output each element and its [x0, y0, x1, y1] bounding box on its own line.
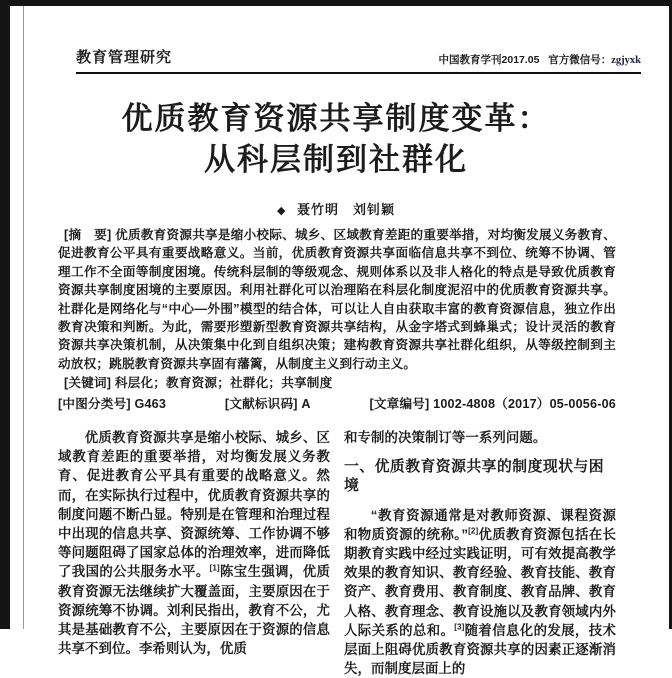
author-names: 聂竹明 刘钊颖: [297, 202, 396, 217]
body-paragraph: [344, 428, 616, 447]
body-text: 和专制的决策制订等一系列问题。: [344, 430, 547, 445]
scan-border-left: [0, 0, 10, 629]
keywords-text: 科层化；教育资源；社群化；共享制度: [114, 376, 333, 391]
keywords-line: [58, 374, 616, 392]
article-body: [58, 428, 616, 678]
wechat-id: zgjyxk: [611, 55, 641, 66]
footnote-ref-3: [3]: [454, 622, 465, 632]
keywords-label: [关键词]: [64, 376, 112, 391]
body-text: 陈宝生强调，优质教育资源无法继续扩大覆盖面，主要原因在于资源统筹不协调。刘利民指出，教育不公，尤其是基础教育不公，主要原因在于资源的信息共享不到位。李希则认为，优质: [58, 564, 330, 657]
clc-value: G463: [134, 396, 167, 411]
body-paragraph: [344, 506, 616, 678]
body-paragraph: [58, 428, 330, 658]
right-column: [344, 428, 616, 678]
body-text: “教育资源通常是对教师资源、课程资源和物质资源的统称。”: [344, 507, 616, 542]
journal-info: [439, 52, 641, 67]
clc-label: [中图分类号]: [58, 396, 131, 411]
scan-border-top: [0, 0, 672, 6]
abstract-paragraph: [58, 226, 616, 373]
abstract-label: [摘 要]: [64, 228, 112, 242]
article-title: [28, 98, 644, 180]
page-header: [76, 46, 641, 74]
section-heading-1: 一、优质教育资源共享的制度现状与困境: [344, 459, 605, 495]
article-id-value: 1002-4808（2017）05-0056-06: [433, 396, 616, 411]
doc-code-pair: [225, 395, 311, 413]
authors-line: [28, 199, 644, 218]
page-edge-line: [23, 6, 24, 629]
abstract-text: 优质教育资源共享是缩小校际、城乡、区域教育差距的重要举措，对均衡发展义务教育、促进教育公平具有重要战略意义。当前，优质教育资源共享面临信息共享不到位、统筹不协调、管理工作不全面等制度困境。传统科层制的等级观念、规则体系以及非人格化的特点是导致优质教育资源共享制度困境的主要原因。利用社群化可以治理陷在科层化制度泥沼中的优质教育资源共享。社群化是网络化与“中心—外围”模型的结合体，可以让人自由获取丰富的教育资源信息，独立作出教育决策和判断。为此，需要形塑新型教育资源共享结构，从金字塔式到蜂巢式；设计灵活的教育资源共享决策机制，从决策集中化到自组织决策；建构教育资源共享社群化组织，从等级控制到主动放权；跳脱教育资源共享固有藩篱，从制度主义到行动主义。: [58, 228, 616, 371]
article-title-line1: 优质教育资源共享制度变革：: [121, 101, 551, 136]
clc-pair: [58, 395, 166, 413]
body-text: 优质教育资源共享是缩小校际、城乡、区域教育差距的重要举措，对均衡发展义务教育、促进教育公平具有重要的战略意义。然而，在实际执行过程中，优质教育资源共享的制度问题不断凸显。特别是在管理和治理过程中出现的信息共享、资源统筹、工作协调不够等问题阻碍了国家总体的治理效率，进而降低了我国的公共服务水平。: [58, 430, 330, 580]
left-column: [58, 428, 330, 678]
author-diamond-icon: ◆: [276, 205, 287, 217]
article-id-label: [文章编号]: [369, 396, 430, 411]
doc-code-label: [文献标识码]: [224, 396, 298, 411]
article-id-pair: [369, 395, 616, 413]
column-section-title: 教育管理研究: [76, 49, 173, 66]
article-meta: [58, 226, 616, 413]
footnote-ref-2: [2]: [468, 526, 479, 536]
wechat-label: 官方微信号：: [548, 54, 612, 66]
body-text: 优质教育资源包括在长期教育实践中经过实践证明，可有效提高教学效果的教育知识、教育经验、教育技能、教育资产、教育费用、教育制度、教育品牌、教育人格、教育理念、教育设施以及教育领域内外人际关系的总和。: [344, 526, 617, 638]
body-text: 随着信息化的发展，技术层面上阻碍优质教育资源共享的因素正逐渐消失，而制度层面上的: [344, 622, 616, 677]
article-title-line2: 从科层制到社群化: [204, 142, 468, 177]
classification-line: [58, 395, 616, 413]
doc-code-value: A: [301, 396, 311, 411]
footnote-ref-1: [1]: [209, 563, 220, 573]
journal-issue: 中国教育学刊2017.05: [438, 54, 540, 66]
